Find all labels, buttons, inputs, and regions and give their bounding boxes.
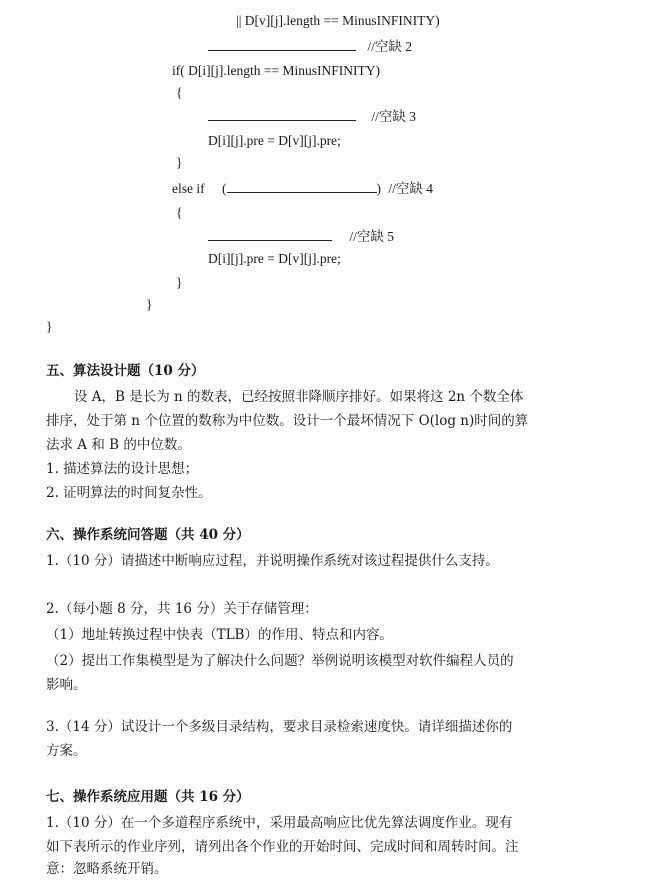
- section-6-question-3-line-1: 3.（14 分）试设计一个多级目录结构，要求目录检索速度快。请详细描述你的: [46, 719, 513, 735]
- code-line-blank-5: [208, 228, 394, 246]
- code-brace-close-2: }: [176, 275, 183, 290]
- code-line-pre-assign-1: D[i][j].pre = D[v][j].pre;: [208, 133, 341, 148]
- section-6-question-2-part-2-line-2: 影响。: [46, 677, 87, 693]
- section-6-question-2: 2.（每小题 8 分，共 16 分）关于存储管理：: [46, 601, 318, 617]
- code-brace-close-4: }: [46, 319, 53, 334]
- section-5-paragraph-line-3: 法求 A 和 B 的中位数。: [46, 437, 191, 453]
- answer-blank-4: [227, 180, 377, 193]
- blank-4-label: //空缺 4: [388, 181, 434, 196]
- section-5-paragraph-line-2: 排序，处于第 n 个位置的数称为中位数。设计一个最坏情况下 O(log n)时间的算: [46, 413, 529, 429]
- code-line-blank-2: [208, 38, 412, 56]
- section-7-question-1-line-2: 如下表所示的作业序列，请列出各个作业的开始时间、完成时间和周转时间。注: [46, 839, 519, 855]
- blank-3-label: //空缺 3: [371, 109, 417, 124]
- section-6-question-2-part-1: （1）地址转换过程中快表（TLB）的作用、特点和内容。: [46, 627, 393, 643]
- else-if-keyword: else if: [172, 181, 205, 196]
- code-line-else-if: [172, 180, 433, 198]
- section-6-question-3-line-2: 方案。: [46, 743, 87, 759]
- answer-blank-3: [208, 108, 356, 121]
- code-brace-open-1: {: [176, 85, 183, 100]
- blank-5-label: //空缺 5: [349, 229, 395, 244]
- answer-blank-5: [208, 228, 332, 241]
- code-brace-open-2: {: [176, 205, 183, 220]
- section-6-question-1: 1.（10 分）请描述中断响应过程，并说明操作系统对该过程提供什么支持。: [46, 553, 499, 569]
- code-line-condition: || D[v][j].length == MinusINFINITY): [236, 13, 440, 28]
- code-line-pre-assign-2: D[i][j].pre = D[v][j].pre;: [208, 251, 341, 266]
- section-7-heading: 七、操作系统应用题（共 16 分）: [46, 789, 250, 805]
- section-7-question-1-line-3: 意：忽略系统开销。: [46, 861, 168, 877]
- section-5-heading: 五、算法设计题（10 分）: [46, 363, 205, 379]
- paren-open: (: [222, 181, 227, 196]
- section-7-question-1-line-1: 1.（10 分）在一个多道程序系统中，采用最高响应比优先算法调度作业。现有: [46, 815, 513, 831]
- answer-blank-2: [208, 38, 356, 51]
- section-5-item-1: 1. 描述算法的设计思想；: [46, 461, 199, 477]
- blank-2-label: //空缺 2: [367, 39, 413, 54]
- code-line-blank-3: [208, 108, 416, 126]
- code-brace-close-3: }: [146, 297, 153, 312]
- section-5-paragraph-line-1: 设 A，B 是长为 n 的数表，已经按照非降顺序排好。如果将这 2n 个数全体: [74, 389, 524, 405]
- code-brace-close-1: }: [176, 155, 183, 170]
- paren-close: ): [376, 181, 381, 196]
- section-6-question-2-part-2-line-1: （2）提出工作集模型是为了解决什么问题？举例说明该模型对软件编程人员的: [46, 653, 514, 669]
- section-6-heading: 六、操作系统问答题（共 40 分）: [46, 527, 250, 543]
- code-line-if: if( D[i][j].length == MinusINFINITY): [172, 63, 380, 78]
- section-5-item-2: 2. 证明算法的时间复杂性。: [46, 485, 212, 501]
